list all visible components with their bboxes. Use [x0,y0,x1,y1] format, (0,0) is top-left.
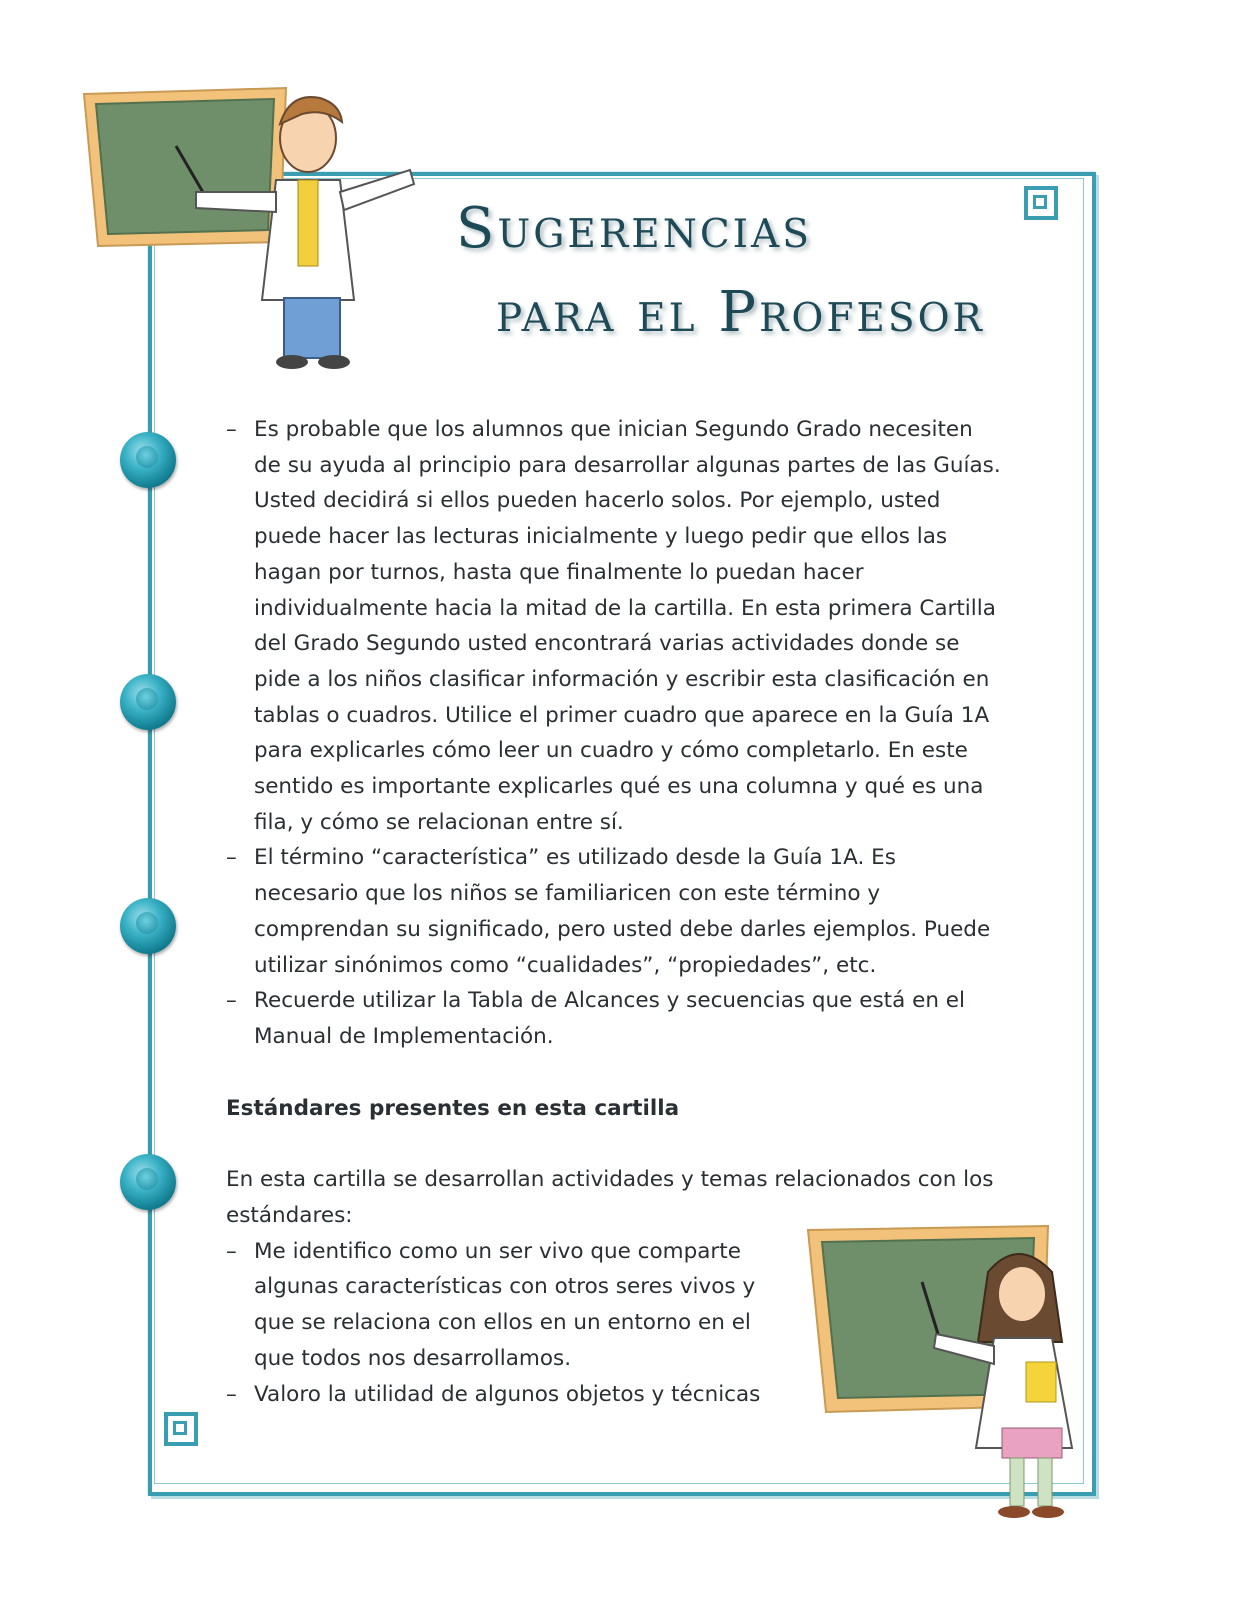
page-title-line-2: para el Profesor [496,280,985,345]
frame-corner-top-right [1024,186,1058,220]
list-item [226,983,1006,1054]
page-title-line-1: Sugerencias [456,196,812,261]
dash-bullet: – [226,988,237,1014]
list-item [226,412,1006,840]
dash-bullet: – [226,1238,237,1264]
list-item-text: Es probable que los alumnos que inician Segundo Grado necesiten de su ayuda al principio para desarrollar algunas partes de las Guías. Usted decidirá si ellos pueden hacerlo solos. Por ejemplo, usted puede hacer las lecturas inicialmente y luego pedir que ellos las hagan por turnos, hasta que finalmente lo puedan hacer individualmente hacia la mitad de la cartilla. En esta primera Cartilla del Grado Segundo usted encontrará varias actividades donde se pide a los niños clasificar información y escribir esta clasificación en tablas o cuadros. Utilice el primer cuadro que aparece en la Guía 1A para explicarles cómo leer un cuadro y cómo completarlo. En este sentido es importante explicarles qué es una columna y qué es una fila, y cómo se relacionan entre sí. [254,417,1001,835]
binder-ring-4 [120,1154,176,1210]
list-item-text: El término “característica” es utilizado desde la Guía 1A. Es necesario que los niños se familiaricen con este término y comprendan su significado, pero usted debe darles ejemplos. Puede utilizar sinónimos como “cualidades”, “propiedades”, etc. [254,845,991,978]
student-illustration [804,1222,1104,1532]
list-item-text: Me identifico como un ser vivo que comparte algunas características con otros seres vivos y que se relaciona con ellos en un entorno en el que todos nos desarrollamos. [254,1238,756,1371]
frame-corner-bottom-left [164,1412,198,1446]
dash-bullet: – [226,417,237,442]
list-item-text: Valoro la utilidad de algunos objetos y técnicas [254,1381,761,1407]
list-item [226,1234,784,1377]
chalkboard-icon [84,88,286,246]
binder-ring-2 [120,674,176,730]
dash-bullet: – [226,1381,237,1407]
list-item-text: Recuerde utilizar la Tabla de Alcances y secuencias que está en el Manual de Implementación. [254,988,966,1049]
teacher-illustration [80,84,440,384]
binder-ring-3 [120,898,176,954]
binder-ring-1 [120,432,176,488]
list-item [226,1377,784,1413]
standards-intro: En esta cartilla se desarrollan actividades y temas relacionados con los estándares: [226,1167,994,1229]
list-item [226,840,1006,983]
section-heading: Estándares presentes en esta cartilla [226,1095,680,1121]
dash-bullet: – [226,845,237,871]
